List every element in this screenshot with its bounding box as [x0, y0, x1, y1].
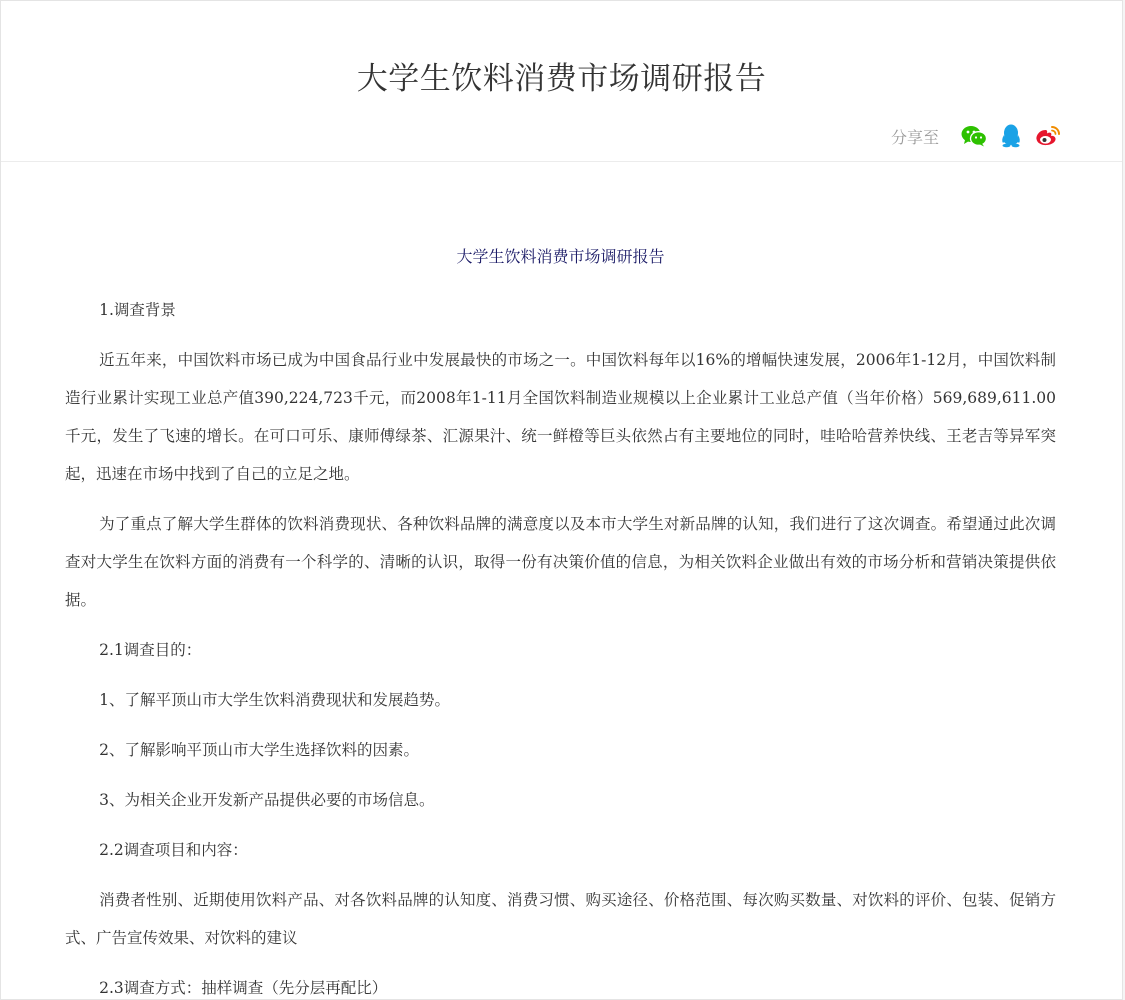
share-bar	[891, 121, 1062, 151]
page-header	[1, 1, 1122, 162]
qq-icon[interactable]	[997, 122, 1025, 150]
section-heading-items: 2.2调查项目和内容：	[99, 841, 248, 859]
article-title: 大学生饮料消费市场调研报告	[456, 247, 665, 266]
article-body	[65, 161, 1056, 1000]
section-heading-background: 1.调查背景	[99, 301, 176, 319]
paragraph-market-growth: 近五年来，中国饮料市场已成为中国食品行业中发展最快的市场之一。中国饮料每年以16%的增幅快速发展，2006年1-12月，中国饮料制造行业累计实现工业总产值390,224,723千元，而2008年1-11月全国饮料制造业规模以上企业累计工业总产值（当年价格）569,689,611.00千元，发生了飞速的增长。在可口可乐、康师傅绿茶、汇源果汁、统一鲜橙等巨头依然占有主要地位的同时，哇哈哈营养快线、王老吉等异军突起，迅速在市场中找到了自己的立足之地。	[65, 351, 1056, 483]
list-item-objective-3: 3、为相关企业开发新产品提供必要的市场信息。	[99, 791, 435, 809]
paragraph-survey-items: 消费者性别、近期使用饮料产品、对各饮料品牌的认知度、消费习惯、购买途径、价格范围、每次购买数量、对饮料的评价、包装、促销方式、广告宣传效果、对饮料的建议	[65, 891, 1056, 947]
page-title: 大学生饮料消费市场调研报告	[356, 61, 767, 97]
weibo-icon[interactable]	[1034, 122, 1062, 150]
section-heading-method: 2.3调查方式：抽样调查（先分层再配比）	[99, 979, 388, 997]
section-heading-objectives: 2.1调查目的：	[99, 641, 202, 659]
share-label: 分享至	[890, 127, 939, 147]
paragraph-survey-purpose: 为了重点了解大学生群体的饮料消费现状、各种饮料品牌的满意度以及本市大学生对新品牌的认知，我们进行了这次调查。希望通过此次调查对大学生在饮料方面的消费有一个科学的、清晰的认识，取得一份有决策价值的信息，为相关饮料企业做出有效的市场分析和营销决策提供依据。	[65, 515, 1056, 609]
list-item-objective-2: 2、了解影响平顶山市大学生选择饮料的因素。	[99, 741, 419, 759]
wechat-icon[interactable]	[960, 122, 988, 150]
list-item-objective-1: 1、了解平顶山市大学生饮料消费现状和发展趋势。	[99, 691, 450, 709]
